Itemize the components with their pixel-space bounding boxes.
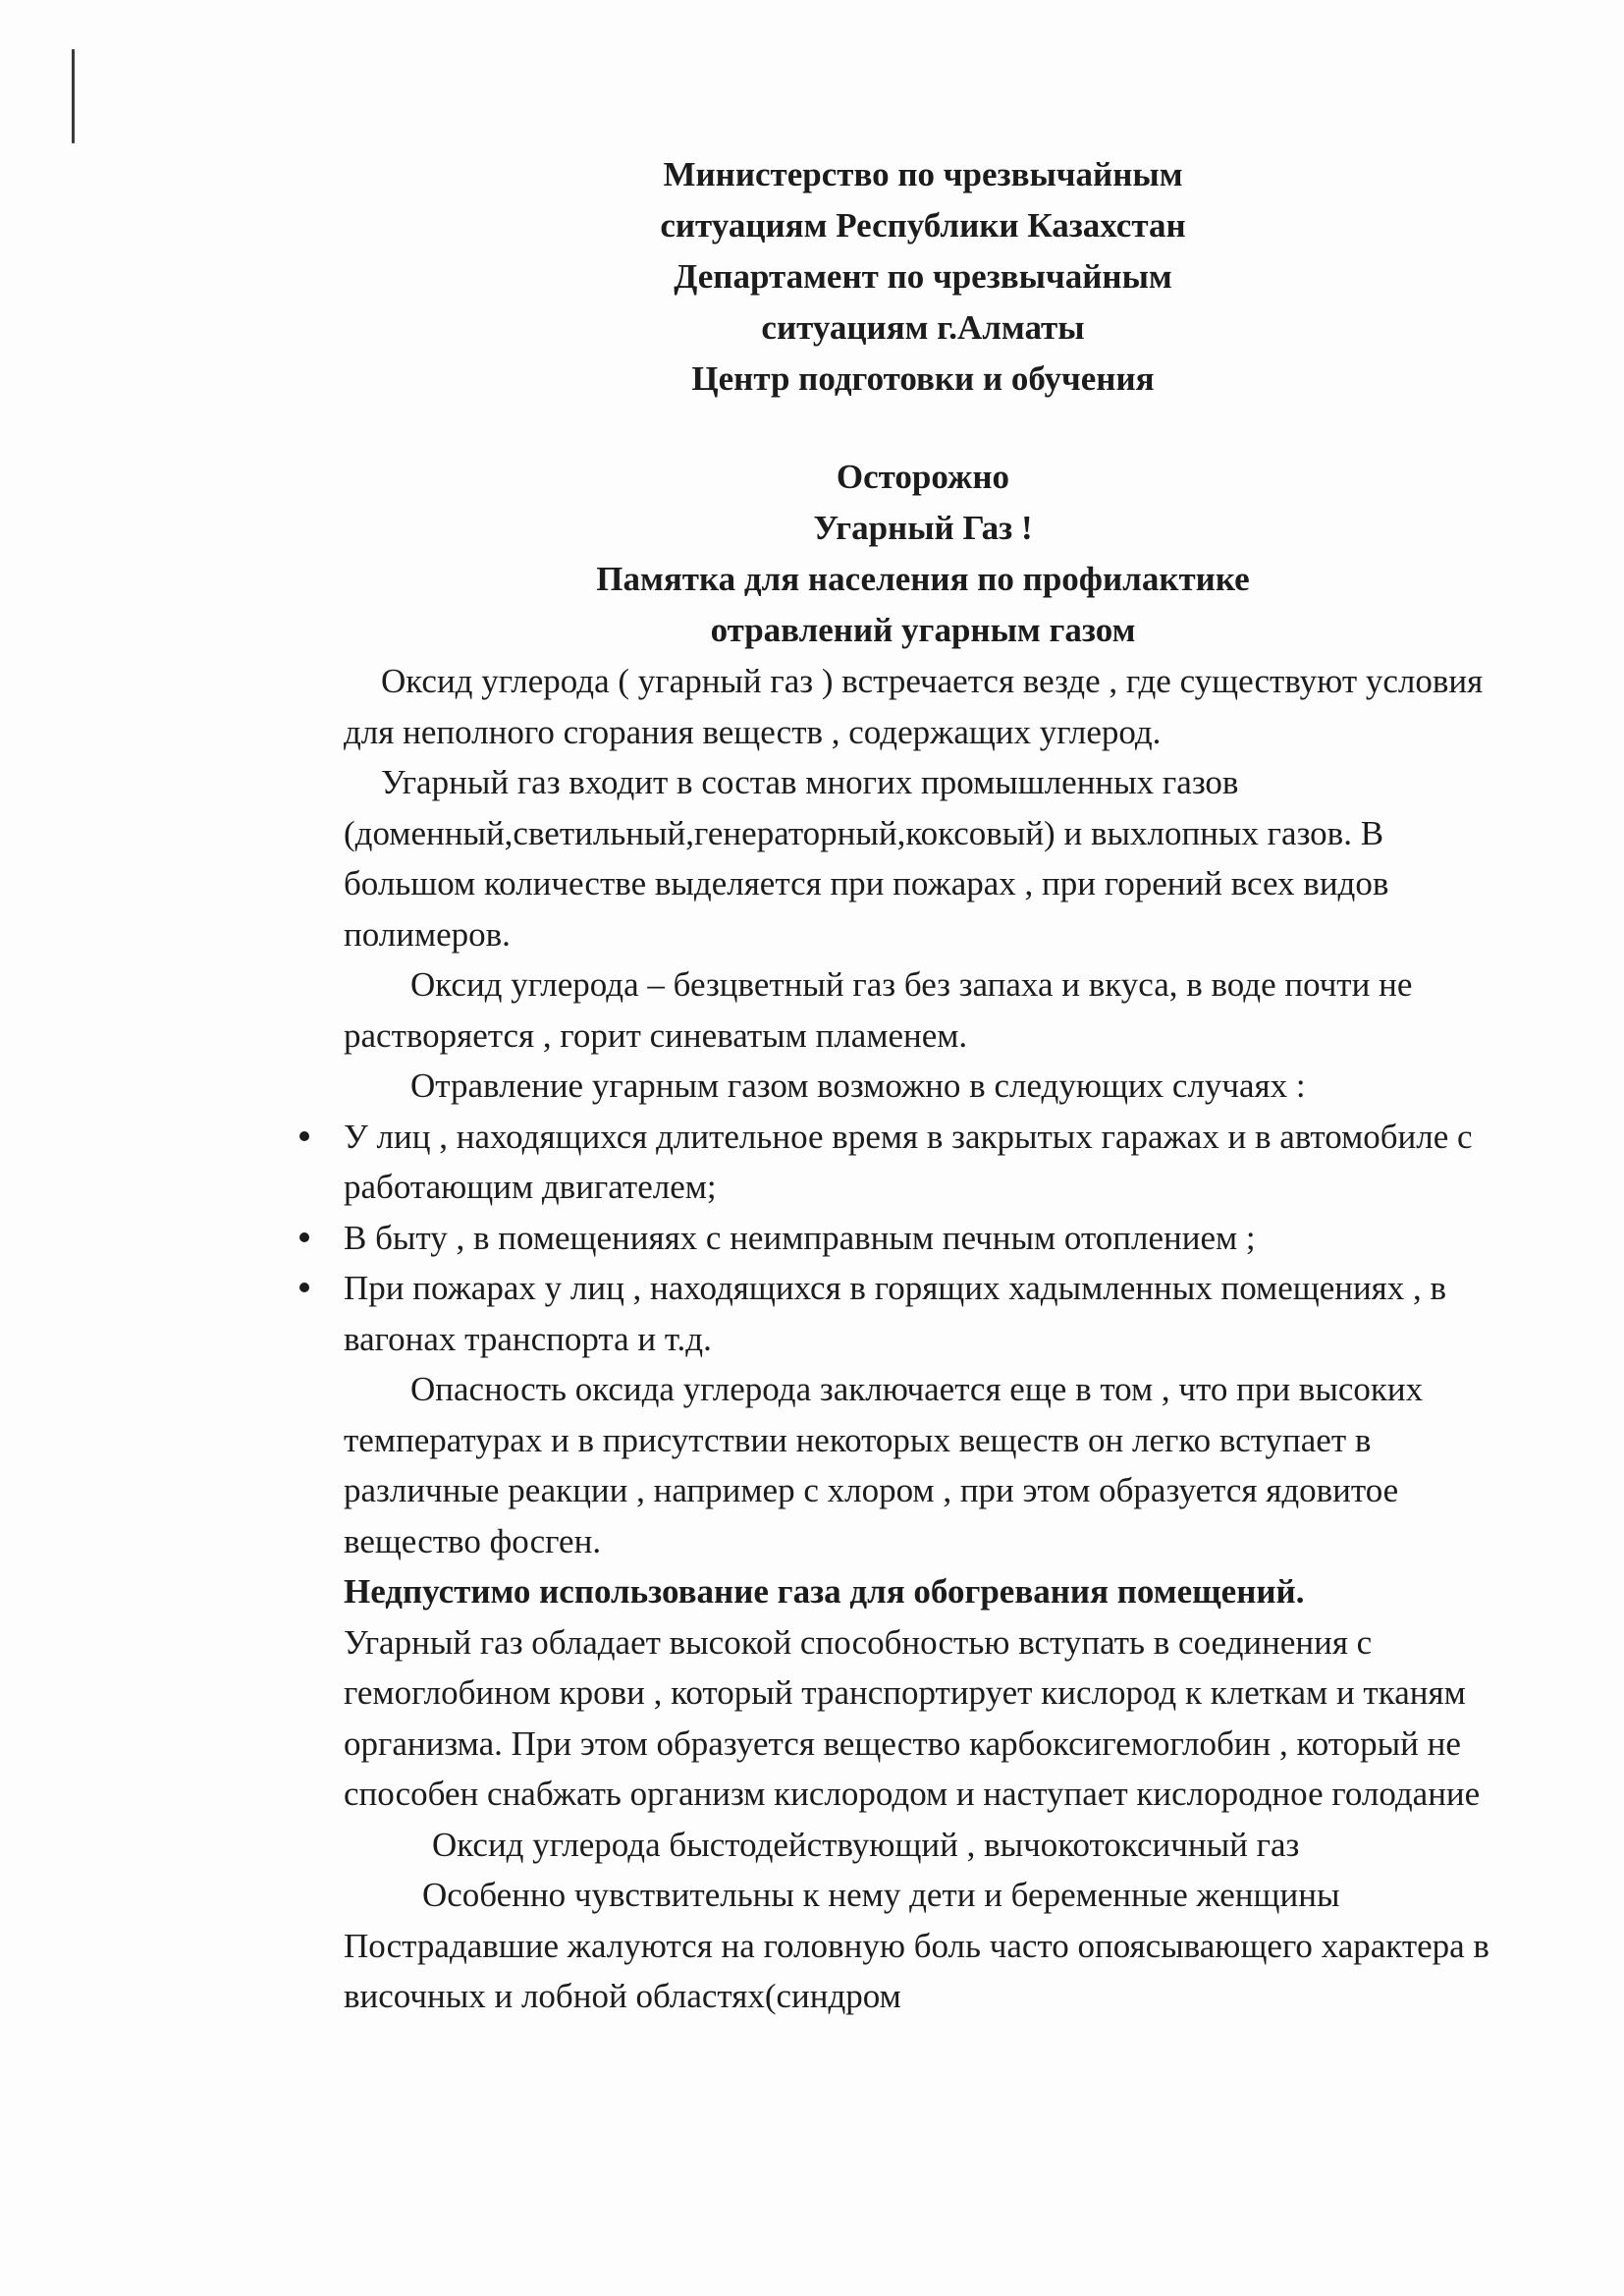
paragraph-poisoning-cases: Отравление угарным газом возможно в следующих случаях : bbox=[410, 1066, 1306, 1105]
list-item: У лиц , находящихся длительное время в закрытых гаражах и в автомобиле с работающим двигателем; bbox=[344, 1112, 1522, 1213]
header-line-ministry: Министерство по чрезвычайным bbox=[663, 155, 1183, 193]
document-body bbox=[344, 656, 1522, 2022]
title-memo: Памятка для населения по профилактике bbox=[596, 560, 1250, 598]
poisoning-cases-list bbox=[344, 1112, 1522, 1365]
warning-heading: Недпустимо использование газа для обогревания помещений. bbox=[344, 1572, 1305, 1611]
paragraph-sources: Угарный газ входит в состав многих промышленных газов (доменный,светильный,генераторный,коксовый) и выхлопных газов. В большом количестве выделяется при пожарах , при горений всех видов полимеров. bbox=[344, 763, 1389, 954]
paragraph-properties: Оксид углерода – безцветный газ без запаха и вкуса, в воде почти не растворяется , горит синеватым пламенем. bbox=[344, 965, 1413, 1055]
header-line-ministry-2: ситуациям Республики Казахстан bbox=[660, 206, 1186, 245]
document-header bbox=[334, 149, 1512, 405]
title-carbon-monoxide: Угарный Газ ! bbox=[813, 509, 1033, 547]
paragraph-intro: Оксид углерода ( угарный газ ) встречается везде , где существуют условия для неполного сгорания веществ , содержащих углерод. bbox=[344, 662, 1484, 751]
title-caution: Осторожно bbox=[836, 458, 1010, 496]
list-item: В быту , в помещенияях с неимправным печным отоплением ; bbox=[344, 1213, 1522, 1264]
paragraph-hemoglobin: Угарный газ обладает высокой способностью вступать в соединения с гемоглобином крови , который транспортирует кислород к клеткам и тканям организма. При этом образуется вещество карбоксигемоглобин , который не способен снабжать организм кислородом и наступает кислородное голодание bbox=[344, 1622, 1481, 1813]
paragraph-toxicity: Оксид углерода быстодействующий , вычокотоксичный газ bbox=[432, 1825, 1300, 1864]
scan-margin-mark bbox=[72, 49, 75, 143]
header-line-department-2: ситуациям г.Алматы bbox=[761, 308, 1085, 347]
document-title bbox=[334, 452, 1512, 656]
list-item: При пожарах у лиц , находящихся в горящих хадымленных помещениях , в вагонах транспорта и т.д. bbox=[344, 1263, 1522, 1364]
header-line-center: Центр подготовки и обучения bbox=[691, 359, 1155, 398]
paragraph-danger: Опасность оксида углерода заключается еще в том , что при высоких температурах и в присутствии некоторых веществ он легко вступает в различные реакции , например с хлором , при этом образуется ядовитое вещество фосген. bbox=[344, 1370, 1424, 1560]
title-memo-2: отравлений угарным газом bbox=[710, 611, 1136, 649]
paragraph-symptoms: Пострадавшие жалуются на головную боль часто опоясывающего характера в височных и лобной областях(синдром bbox=[344, 1926, 1489, 2015]
header-line-department: Департамент по чрезвычайным bbox=[674, 257, 1172, 296]
paragraph-sensitive-groups: Особенно чувствительны к нему дети и беременные женщины bbox=[422, 1876, 1340, 1914]
